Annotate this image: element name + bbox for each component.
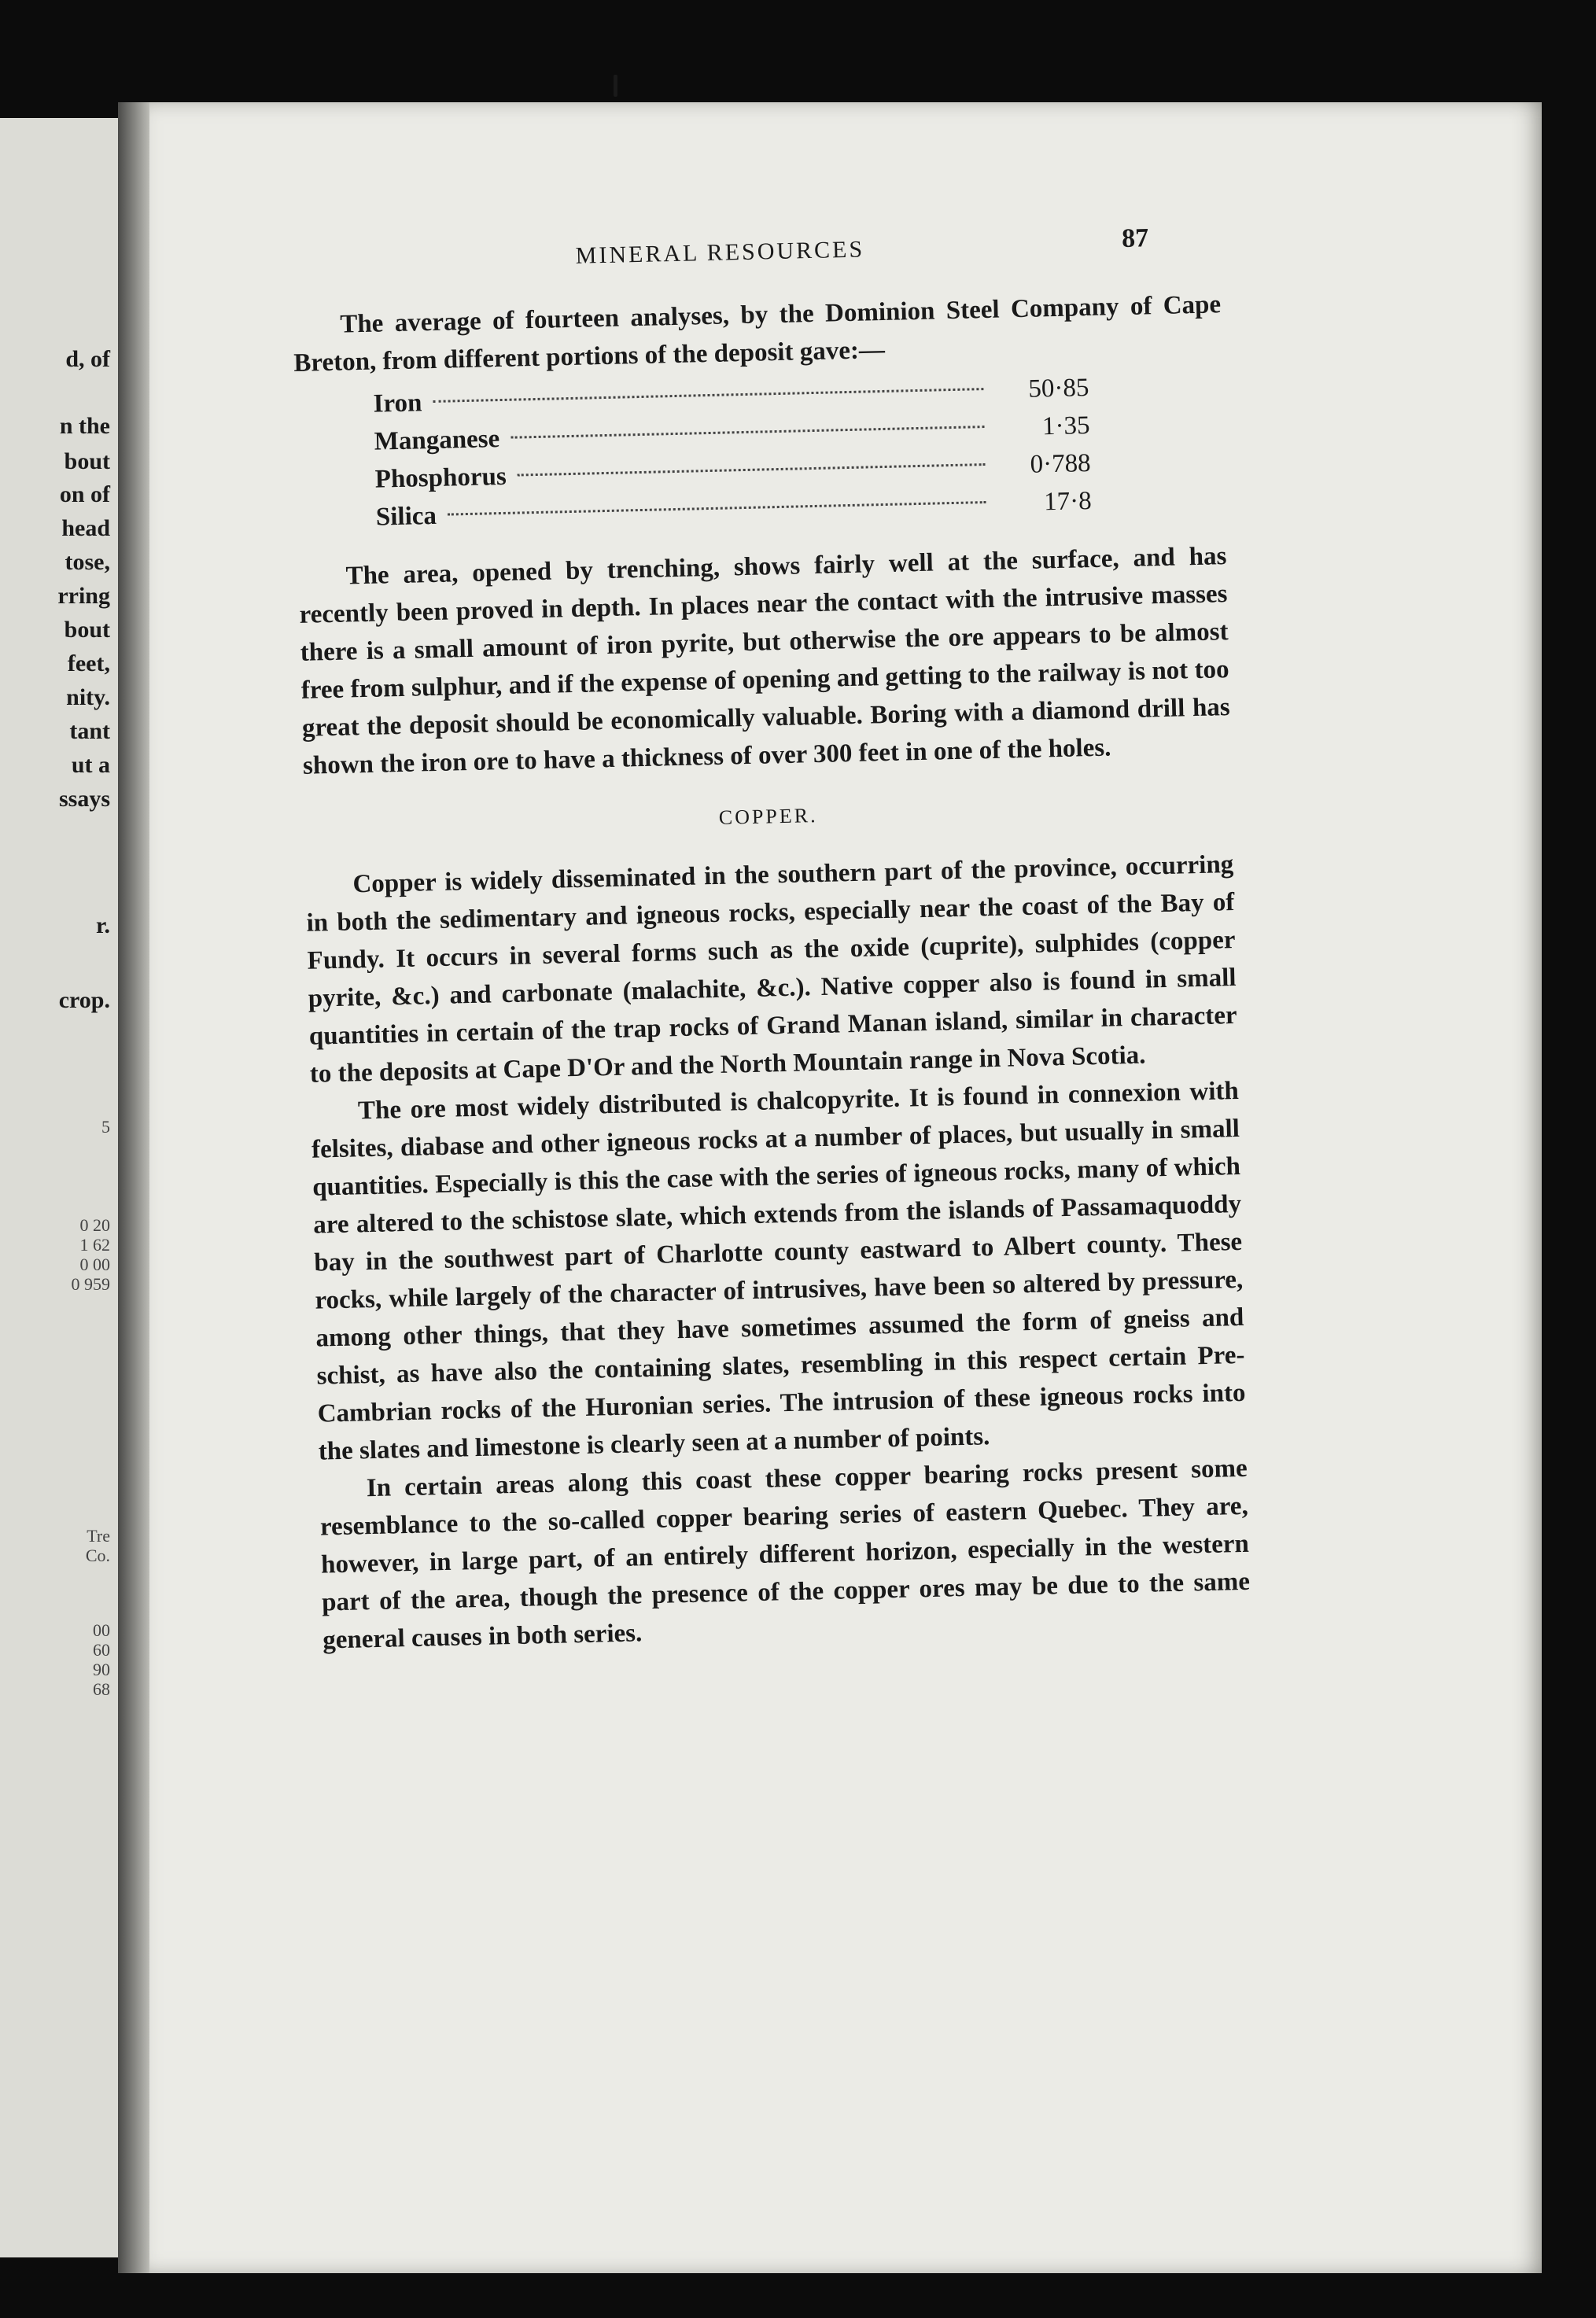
paragraph-copper-2: The ore most widely distributed is chalcopyrite. It is found in connexion with felsites, diabase and other igneous rocks at a number of places, but usually in small quantities. Especially is this the case with the series of igneous rocks, many of which are altered to the schistose slate, which extends from the islands of Passamaquoddy bay in the southwest part of Charlotte county eastward to Albert county. These rocks, while largely of the character of intrusives, have been so altered by pressure, among other things, that they have sometimes assumed the form of gneiss and schist, as have also the containing slates, resembling in this respect certain Pre-Cambrian rocks of the Huronian series. The intrusion of these igneous rocks into the slates and limestone is clearly seen at a number of points. <box>311 1076 1246 1466</box>
facing-text-fragment: r. <box>95 912 110 938</box>
facing-page-fragment <box>0 118 121 2257</box>
analysis-value: 1·35 <box>1041 411 1090 441</box>
facing-text-fragment: bout <box>64 448 110 474</box>
facing-text-fragment: 0 959 <box>71 1274 110 1294</box>
facing-text-fragment: tant <box>69 718 110 744</box>
facing-text-fragment: head <box>61 515 110 541</box>
facing-text-fragment: feet, <box>67 650 110 676</box>
analysis-label: Silica <box>375 501 437 532</box>
running-head: MINERAL RESOURCES <box>575 236 865 269</box>
leader-dots <box>433 388 983 403</box>
analysis-value: 50·85 <box>1028 374 1089 404</box>
facing-text-fragment: rring <box>57 583 110 609</box>
facing-text-fragment: Co. <box>85 1546 110 1565</box>
page-header <box>291 223 1220 291</box>
paragraph-area: The area, opened by trenching, shows fairly well at the surface, and has recently been proved in depth. In places near the contact with the intrusive masses there is a small amount of iron pyrite, but otherwise the ore appears to be almost free from sulphur, and if the expense of opening and getting to the railway is not too great the deposit should be economically valuable. Boring with a diamond drill has shown the iron ore to have a thickness of over 300 feet in one of the holes. <box>299 542 1231 780</box>
paragraph-copper-3: In certain areas along this coast these copper bearing rocks present some resemblance to the so-called copper bearing series of eastern Quebec. They are, however, in large part, of an entirely different horizon, especially in the western part of the area, though the presence of the copper ores may be due to the same general causes in both series. <box>319 1454 1251 1655</box>
facing-text-fragment: 90 <box>93 1660 110 1679</box>
facing-text-fragment: 00 <box>93 1620 110 1640</box>
facing-text-fragment: n the <box>59 413 110 439</box>
facing-text-fragment: ssays <box>58 786 110 812</box>
facing-text-fragment: bout <box>64 617 110 643</box>
leader-dots <box>510 426 984 439</box>
analysis-value: 17·8 <box>1043 487 1093 517</box>
facing-text-fragment: 1 62 <box>79 1235 110 1255</box>
facing-text-fragment: on of <box>59 481 110 507</box>
leader-dots <box>448 501 986 516</box>
facing-text-fragment: 0 00 <box>79 1255 110 1274</box>
facing-text-fragment: ut a <box>71 752 110 778</box>
facing-text-fragment: nity. <box>66 684 110 710</box>
page-body <box>291 223 1251 1659</box>
section-heading-copper: COPPER. <box>718 804 818 829</box>
facing-text-fragment: tose, <box>65 549 110 575</box>
page-number: 87 <box>1121 223 1149 254</box>
facing-text-fragment: 0 20 <box>79 1215 110 1235</box>
analysis-label: Phosphorus <box>374 462 507 494</box>
leader-dots <box>518 463 986 477</box>
facing-text-fragment: 68 <box>93 1679 110 1699</box>
analysis-intro: The average of fourteen analyses, by the Dominion Steel Company of Cape Breton, from different portions of the deposit gave:— <box>293 290 1222 378</box>
facing-text-fragment: Tre <box>87 1526 110 1546</box>
page-gutter-shadow <box>118 102 149 2273</box>
book-page <box>118 102 1542 2273</box>
analysis-label: Iron <box>373 389 422 418</box>
facing-text-fragment: d, of <box>65 346 110 372</box>
paragraph-copper-1: Copper is widely disseminated in the southern part of the province, occurring in both the sedimentary and igneous rocks, especially near the coast of the Bay of Fundy. It occurs in several forms such as the oxide (cuprite), sulphides (copper pyrite, &c.) and carbonate (malachite, &c.). Native copper also is found in small quantities in certain of the trap rocks of Grand Manan island, similar in character to the deposits at Cape D'Or and the North Mountain range in Nova Scotia. <box>306 850 1237 1089</box>
scan-mark <box>614 75 617 97</box>
facing-text-fragment: 5 <box>101 1117 110 1137</box>
analysis-label: Manganese <box>374 425 500 456</box>
analysis-table <box>373 369 1092 536</box>
analysis-value: 0·788 <box>1030 449 1091 479</box>
facing-text-fragment: 60 <box>93 1640 110 1660</box>
facing-text-fragment: crop. <box>58 987 110 1013</box>
